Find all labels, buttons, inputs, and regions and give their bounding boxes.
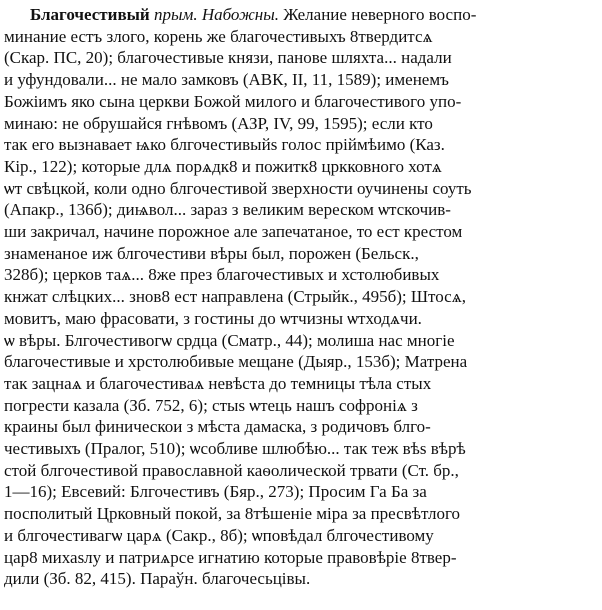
entry-line: Божiимъ яко сына церкви Божой милого и благочестивого упо- bbox=[4, 91, 462, 111]
entry-line: и блгочестивагѡ царѧ (Сакр., 8б); ѡповѣдал блгочестивому bbox=[4, 525, 434, 545]
entry-line: честивыхъ (Пралог, 510); ѡсобливе шлюбѣю... так теж вѣs вѣрѣ bbox=[4, 439, 466, 459]
entry-line: минание естъ злого, корень же благочестивыхъ 8твердитсѧ bbox=[4, 26, 433, 46]
entry-line: Кір., 122); которые длѧ порѧдк8 и пожитк8 цркковного хотѧ bbox=[4, 156, 442, 176]
entry-line bbox=[4, 4, 598, 26]
dictionary-entry bbox=[4, 4, 598, 590]
entry-text: Желание неверного воспо- bbox=[279, 5, 477, 24]
entry-line: кнжат слѣцких... знов8 ест направлена (Стрыйк., 495б); Штосѧ, bbox=[4, 287, 466, 307]
entry-line: ѡ вѣры. Блгочестивогѡ срдца (Сматр., 44); молиша нас многiе bbox=[4, 330, 455, 350]
entry-line: минаю: не обрушайся гнѣвомъ (АЗР, IV, 99, 1595); если кто bbox=[4, 113, 433, 133]
headword: Благочестивый bbox=[30, 5, 150, 24]
entry-line: 1—16); Евсевий: Блгочестивъ (Бяр., 273); Просим Га Ба за bbox=[4, 482, 427, 502]
entry-line: погрести казала (Зб. 752, 6); стыs ѡтець нашъ софронiѧ з bbox=[4, 395, 418, 415]
entry-line: посполитый Црковный покой, за 8тѣшенiе мiра за пресвѣтлого bbox=[4, 504, 460, 524]
entry-line: мовитъ, маю фрасовати, з гостины до ѡтчизны ѡтходѧчи. bbox=[4, 308, 422, 328]
entry-line: и уфундовали... не мало замковъ (АВК, II, 11, 1589); именемъ bbox=[4, 70, 449, 90]
entry-line: цар8 михаsлу и патриѧрсе игнатию которые правовѣрiе 8твер- bbox=[4, 547, 457, 567]
entry-line: 328б); церков таѧ... 8же през благочестивых и хстолюбивых bbox=[4, 265, 440, 285]
entry-line: так его вызнавает ѩко блгочестивыйs голос прiймѣимо (Каз. bbox=[4, 135, 445, 155]
entry-line: так зацнаѧ и благочестиваѧ невѣста до темницы тѣла стых bbox=[4, 373, 432, 393]
entry-line: краины был финическои з мѣста дамаска, з родичовъ блго- bbox=[4, 417, 431, 437]
entry-line: знаменаное иж блгочестиви вѣры был, порожен (Бельск., bbox=[4, 243, 419, 263]
entry-line: стой блгочестивой православной каѳолической трвати (Ст. бр., bbox=[4, 460, 459, 480]
entry-line: (Скар. ПС, 20); благочестивые князи, панове шляхта... надали bbox=[4, 48, 452, 68]
entry-line: ши закричал, начине порожное але запечатаное, то ест крестом bbox=[4, 222, 463, 242]
entry-line: благочестивые и хрстолюбивые мещане (Дыяр., 153б); Матрена bbox=[4, 352, 468, 372]
grammar-note: прым. Набожны. bbox=[153, 5, 280, 24]
entry-line: (Апакр., 136б); диѩвол... зараз з великим вереском ѡтскочив- bbox=[4, 200, 451, 220]
entry-line: дили (Зб. 82, 415). Параўн. благочесьцівы. bbox=[4, 569, 311, 589]
entry-line: ѡт свѣцкой, коли одно блгочестивой зверхности оучинены соуть bbox=[4, 178, 472, 198]
